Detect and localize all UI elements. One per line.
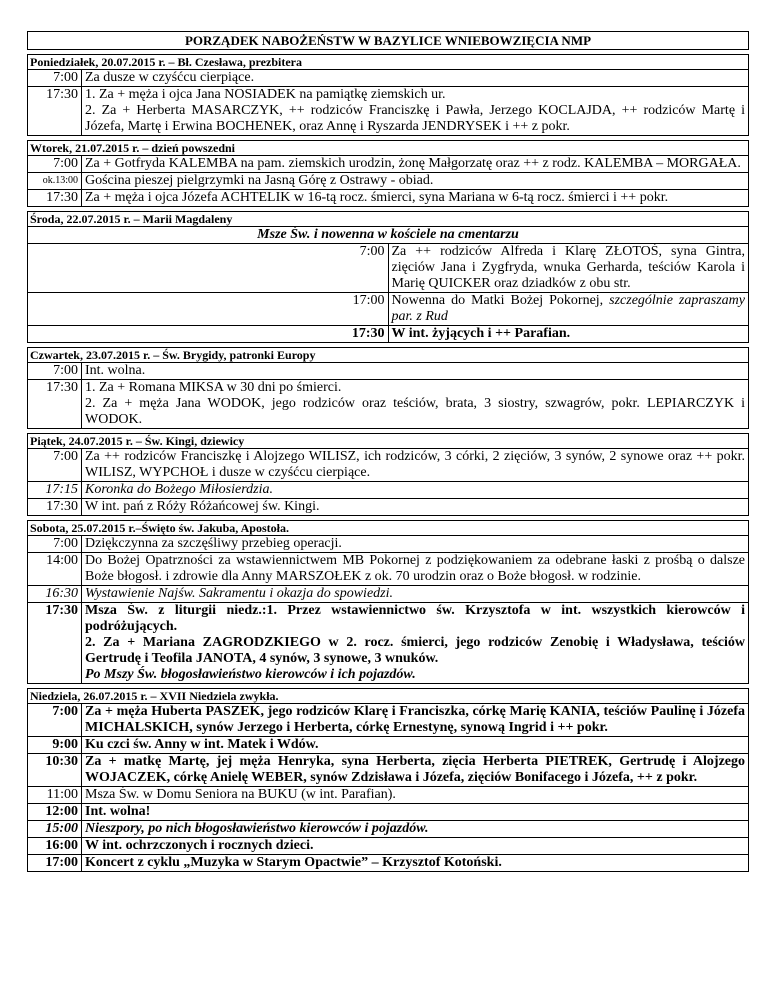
mass-time: 15:00	[28, 821, 82, 838]
day-header: Wtorek, 21.07.2015 r. – dzień powszedni	[27, 140, 749, 155]
intention-line: Gościna pieszej pielgrzymki na Jasną Górę z Ostrawy - obiad.	[85, 173, 434, 188]
day-section	[27, 54, 749, 136]
mass-intention	[388, 326, 749, 343]
intention-line: 2. Za + Mariana ZAGRODZKIEGO w 2. rocz. śmierci, jego rodziców Zenobię i Władysława, teściów Gertrudę i Teofila JANOTA, 4 synów, 3 synowe, 3 wnuków.	[85, 635, 745, 666]
schedule-row	[28, 603, 749, 684]
intention-line: Koronka do Bożego Miłosierdzia.	[85, 482, 273, 497]
mass-time: 7:00	[28, 704, 82, 737]
intention-line: W int. pań z Róży Różańcowej św. Kingi.	[85, 499, 320, 514]
intention-line: 1. Za + męża i ojca Jana NOSIADEK na pamiątkę ziemskich ur.	[85, 87, 446, 102]
intention-line: Nieszpory, po nich błogosławieństwo kierowców i pojazdów.	[85, 821, 429, 836]
mass-intention	[82, 536, 749, 553]
mass-time: 7:00	[28, 449, 82, 482]
schedule-row	[28, 244, 749, 293]
mass-intention	[82, 499, 749, 516]
mass-time: 17:30	[28, 380, 82, 429]
mass-intention	[388, 244, 749, 293]
day-header: Środa, 22.07.2015 r. – Marii Magdaleny	[27, 211, 749, 226]
mass-intention	[82, 838, 749, 855]
page-title: PORZĄDEK NABOŻEŃSTW W BAZYLICE WNIEBOWZIĘCIA NMP	[27, 31, 749, 50]
schedule-row	[28, 293, 749, 326]
day-table	[27, 362, 749, 429]
intention-line: 1. Za + Romana MIKSA w 30 dni po śmierci.	[85, 380, 342, 395]
schedule-row	[28, 70, 749, 87]
mass-time: 7:00	[28, 536, 82, 553]
intention-line: Za dusze w czyśćcu cierpiące.	[85, 70, 255, 85]
mass-time: 17:30	[28, 190, 82, 207]
schedule-row	[28, 737, 749, 754]
mass-intention	[82, 449, 749, 482]
schedule-row	[28, 838, 749, 855]
intention-line: W int. ochrzczonych i rocznych dzieci.	[85, 838, 314, 853]
schedule-row	[28, 380, 749, 429]
intention-line: 2. Za + męża Jana WODOK, jego rodziców oraz teściów, brata, 3 siostry, szwagrów, pokr. LEPIARCZYK i WODOK.	[85, 396, 745, 427]
intention-line: Za + męża Huberta PASZEK, jego rodziców Klarę i Franciszka, córkę Marię KANIA, teściów Paulinę i Józefa MICHALSKICH, synów Jerzego i Herberta, córkę Ernestynę, synową Ingrid i ++ pokr.	[85, 704, 745, 735]
schedule-row	[28, 363, 749, 380]
day-table	[27, 535, 749, 684]
mass-intention	[82, 603, 749, 684]
mass-time: 14:00	[28, 553, 82, 586]
intention-line: Wystawienie Najśw. Sakramentu i okazja do spowiedzi.	[85, 586, 393, 601]
intention-line: Koncert z cyklu „Muzyka w Starym Opactwie” – Krzysztof Kotoński.	[85, 855, 502, 870]
schedule-row	[28, 787, 749, 804]
schedule-row	[28, 821, 749, 838]
intention-line: 2. Za + Herberta MASARCZYK, ++ rodziców Franciszkę i Pawła, Jerzego KOCLAJDA, ++ rodziców Martę i Józefa, Martę i Erwina BOCHENEK, oraz Annę i Ryszarda JENDRYSEK i ++ z pokr.	[85, 103, 745, 134]
schedule-row	[28, 704, 749, 737]
day-section	[27, 433, 749, 516]
day-section	[27, 688, 749, 872]
day-section	[27, 140, 749, 207]
intention-line: Za + męża i ojca Józefa ACHTELIK w 16-tą rocz. śmierci, syna Mariana w 6-tą rocz. śmierci i ++ pokr.	[85, 190, 669, 205]
days-container	[27, 54, 749, 872]
day-section	[27, 347, 749, 429]
schedule-row	[28, 482, 749, 499]
mass-time: 9:00	[28, 737, 82, 754]
mass-time: 7:00	[28, 70, 82, 87]
intention-line: Za ++ rodziców Franciszkę i Alojzego WILISZ, ich rodziców, 3 córki, 2 zięciów, 3 synów, 2 synowe oraz ++ pokr. WILISZ, WYPCHOŁ i dusze w czyśćcu cierpiące.	[85, 449, 745, 480]
mass-intention	[82, 855, 749, 872]
intention-line: Dziękczynna za szczęśliwy przebieg operacji.	[85, 536, 342, 551]
mass-time: 7:00	[28, 156, 82, 173]
intention-line: Msza Św. w Domu Seniora na BUKU (w int. Parafian).	[85, 787, 396, 802]
schedule-row	[28, 87, 749, 136]
schedule-row	[28, 536, 749, 553]
mass-intention	[82, 70, 749, 87]
mass-intention	[82, 482, 749, 499]
mass-time: 17:30	[28, 326, 389, 343]
schedule-row	[28, 173, 749, 190]
intention-line: Int. wolna!	[85, 804, 151, 819]
schedule-row	[28, 804, 749, 821]
mass-time: ok.13:00	[28, 173, 82, 190]
day-table	[27, 703, 749, 872]
mass-time: 17:15	[28, 482, 82, 499]
mass-time: 10:30	[28, 754, 82, 787]
mass-intention	[82, 190, 749, 207]
day-table	[27, 226, 749, 343]
mass-intention	[82, 821, 749, 838]
mass-time: 12:00	[28, 804, 82, 821]
day-section	[27, 211, 749, 343]
mass-intention	[82, 586, 749, 603]
day-header: Sobota, 25.07.2015 r.–Święto św. Jakuba, Apostoła.	[27, 520, 749, 535]
intention-line: Po Mszy Św. błogosławieństwo kierowców i ich pojazdów.	[85, 667, 416, 682]
intention-line: Nowenna do Matki Bożej Pokornej, szczególnie zapraszamy par. z Rud	[391, 293, 745, 324]
mass-intention	[82, 704, 749, 737]
mass-time: 16:30	[28, 586, 82, 603]
intention-line: Za + matkę Martę, jej męża Henryka, syna Herberta, zięcia Herberta PIETREK, Gertrudę i Alojzego WOJACZEK, córkę Anielę WEBER, synów Zdzisława i Józefa, zięciów Bonifacego i Józefa, ++ z pokr.	[85, 754, 745, 785]
mass-time: 17:00	[28, 293, 389, 326]
day-section	[27, 520, 749, 684]
mass-intention	[82, 787, 749, 804]
mass-intention	[82, 804, 749, 821]
day-table	[27, 448, 749, 516]
schedule-row	[28, 553, 749, 586]
mass-intention	[388, 293, 749, 326]
schedule-row	[28, 156, 749, 173]
mass-time: 17:00	[28, 855, 82, 872]
schedule-row	[28, 449, 749, 482]
mass-time: 17:30	[28, 499, 82, 516]
day-header: Poniedziałek, 20.07.2015 r. – Bł. Czesława, prezbitera	[27, 54, 749, 69]
mass-intention	[82, 173, 749, 190]
day-header: Czwartek, 23.07.2015 r. – Św. Brygidy, patronki Europy	[27, 347, 749, 362]
day-table	[27, 155, 749, 207]
schedule-row	[28, 499, 749, 516]
intention-line: Int. wolna.	[85, 363, 146, 378]
schedule-row	[28, 326, 749, 343]
schedule-row	[28, 190, 749, 207]
schedule-row	[28, 754, 749, 787]
intention-note: szczególnie zapraszamy par. z Rud	[391, 293, 745, 324]
mass-time: 17:30	[28, 603, 82, 684]
mass-intention	[82, 363, 749, 380]
mass-time: 16:00	[28, 838, 82, 855]
day-subheading: Msze Św. i nowenna w kościele na cmentarzu	[28, 227, 749, 244]
mass-time: 17:30	[28, 87, 82, 136]
intention-line: Za + Gotfryda KALEMBA na pam. ziemskich urodzin, żonę Małgorzatę oraz ++ z rodz. KALEMBA – MORGAŁA.	[85, 156, 741, 171]
mass-time: 7:00	[28, 363, 82, 380]
intention-line: Do Bożej Opatrzności za wstawiennictwem MB Pokornej z podziękowaniem za odebrane łaski z prośbą o dalsze Boże błogosł. i zdrowie dla Anny MARSZOŁEK z ok. 70 urodzin oraz o Boże błogosł. w rodzinie.	[85, 553, 745, 584]
intention-line: Za ++ rodziców Alfreda i Klarę ZŁOTOŚ, syna Gintra, zięciów Jana i Zygfryda, wnuka Gerharda, teściów Karola i Marię QUICKER oraz dziadków z obu str.	[391, 244, 745, 291]
mass-intention	[82, 87, 749, 136]
mass-intention	[82, 156, 749, 173]
day-header: Niedziela, 26.07.2015 r. – XVII Niedziela zwykła.	[27, 688, 749, 703]
mass-intention	[82, 737, 749, 754]
intention-line: W int. żyjących i ++ Parafian.	[391, 326, 571, 341]
mass-time: 11:00	[28, 787, 82, 804]
schedule-document	[27, 31, 749, 872]
mass-intention	[82, 754, 749, 787]
mass-time: 7:00	[28, 244, 389, 293]
mass-intention	[82, 553, 749, 586]
intention-line: Ku czci św. Anny w int. Matek i Wdów.	[85, 737, 319, 752]
schedule-row	[28, 586, 749, 603]
day-header: Piątek, 24.07.2015 r. – Św. Kingi, dziewicy	[27, 433, 749, 448]
schedule-row	[28, 855, 749, 872]
intention-line: Msza Św. z liturgii niedz.:1. Przez wstawiennictwo św. Krzysztofa w int. wszystkich kierowców i podróżujących.	[85, 603, 745, 634]
mass-intention	[82, 380, 749, 429]
day-table	[27, 69, 749, 136]
